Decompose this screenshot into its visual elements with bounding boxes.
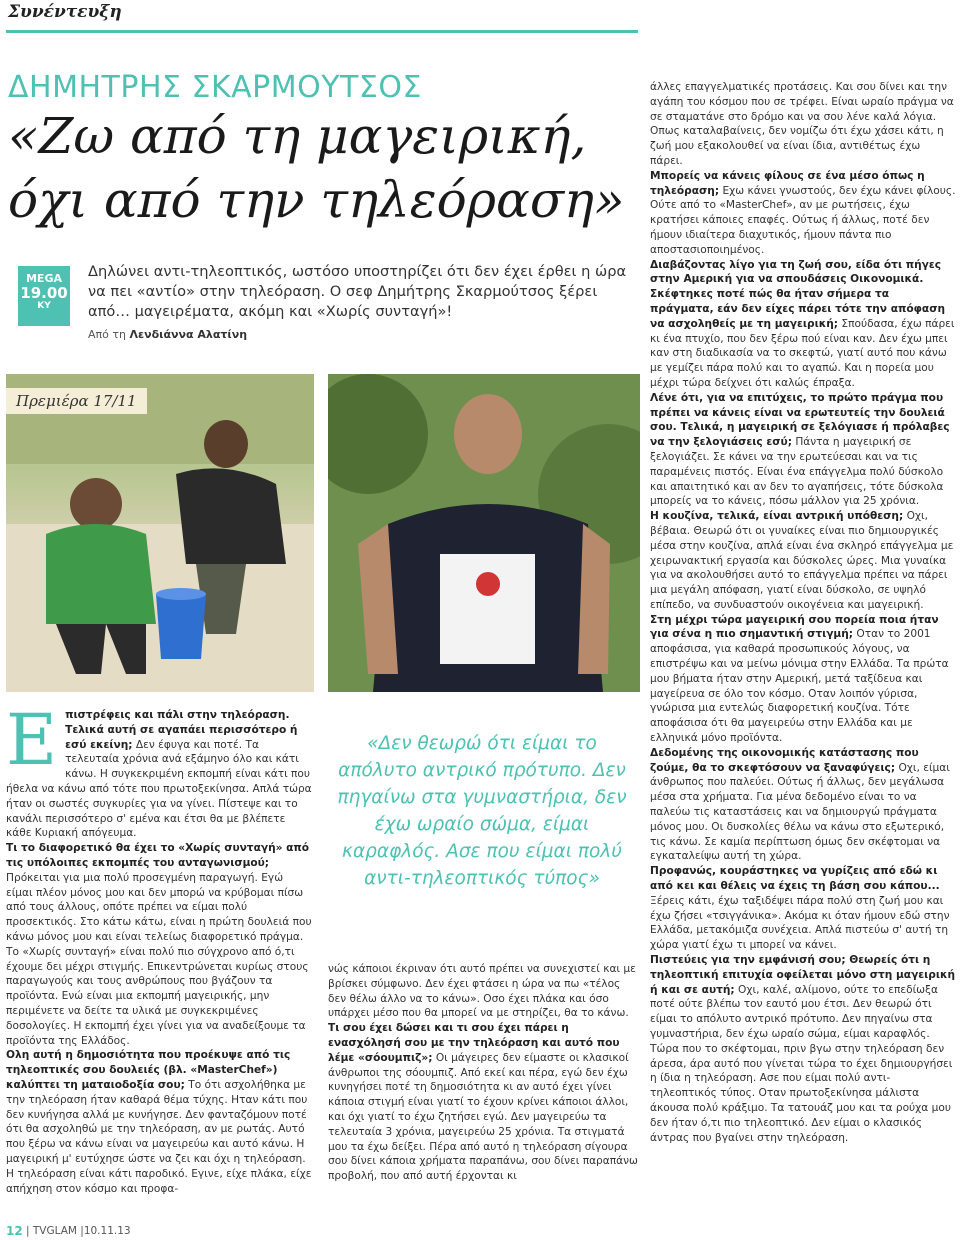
question: Τι σου έχει δώσει και τι σου έχει πάρει η ενασχόλησή σου με την τηλεόραση και αυτό που λέμε «σόουμπιζ»; [328, 1022, 620, 1064]
byline [88, 328, 247, 341]
question: Μπορείς να κάνεις φίλους σε ένα μέσο όπως η τηλεόραση; [650, 169, 925, 197]
headline-line-2: όχι από την τηλεόραση» [8, 171, 625, 229]
answer: Οχι, είμαι άνθρωπος που παλεύει. Ούτως ή άλλως, δεν μεγάλωσα μέσα στα χρήματα. Για μένα δεδομένο είναι το να παλεύω τις καταστάσεις και να δημιουργώ πράγματα μόνος μου. Οι δυσκολίες θέλω να κάνω στο εξωτερικό, τις κάνω. Σε καμία περίπτωση όμως δεν σκέφτομαι να εγκαταλείψω αυτή τη χώρα. [650, 761, 950, 863]
answer: Ξέρεις κάτι, έχω ταξιδέψει πάρα πολύ στη ζωή μου και έχω ζήσει «τσιγγάνικα». Ακόμα κι όταν ήμουν εδώ στην Ελλάδα, μετακόμιζα συνέχεια. Απλά πιστεύω σ' αυτή τη χώρα γιατί έχω τι μπορεί να κάνει. [650, 894, 950, 952]
answer: Πάντα η μαγειρική σε ξελογιάζει. Σε κάνει να την ερωτεύεσαι και να τις παραμένεις πιστός. Είναι ένα επάγγελμα πολύ δύσκολο και απαιτητικό και αν δεν το αγαπήσεις, τότε δύσκολα μπορείς να το κάνεις, πόσω μάλλον για 25 χρόνια. [650, 436, 944, 508]
answer: Πρόκειται για μια πολύ προσεγμένη παραγωγή. Εγώ είμαι πλέον μόνος μου και δεν μπορώ να κρύβομαι πίσω από τους άλλους, οπότε πρέπει να είμαι πολύ προσεκτικός. Στο κάτω κάτω, είναι η πρώτη δουλειά που κάνω μόνος μου και είναι τελείως διαφορετικό πράγμα. Το «Χωρίς συνταγή» είναι πολύ πιο σύγχρονο από ό,τι έχουμε δει μέχρι στιγμής. Επικεντρώνεται κυρίως στους παραγωγούς και τους ανθρώπους που βγάζουν τα προϊόντα. Ενώ είναι μια εκπομπή μαγειρικής, μην περιμένετε να δείτε τα υλικά με συγκεκριμένες δοσολογίες. Η εκπομπή έχει γίνει για να αναδείξουμε τα προϊόντα της Ελλάδος. [6, 871, 312, 1047]
photo-beach-cooking-illustration [6, 374, 314, 692]
question: Προφανώς, κουράστηκες να γυρίζεις από εδώ κι από κει και θέλεις να έχεις τη βάση σου κάπου... [650, 865, 940, 893]
byline-prefix: Από τη [88, 328, 130, 341]
question: Στη μέχρι τώρα μαγειρική σου πορεία ποια ήταν για σένα η πιο σημαντική στιγμή; [650, 613, 939, 641]
photo-chef-portrait [328, 374, 640, 692]
answer: Οι μάγειρες δεν είμαστε οι κλασικοί άνθρωποι της σόουμπιζ. Από εκεί και πέρα, εγώ δεν έχω κυνηγήσει ποτέ τη δημοσιότητα κι αν αυτό έχει γίνει κάποια στιγμή είναι γιατί το έχουν κρίνει κάποιοι άλλοι, και όχι γιατί το έχω ζητήσει εγώ. Δεν μαγειρεύω τα τελευταία 3 χρόνια, μαγειρεύω 25 χρόνια. Τα στιγματά μου τα έχω δείξει. Πέρα από αυτό η τηλεόραση σίγουρα σου δίνει κάποια χρήματα παραπάνω, σου δίνει παραπάνω προβολή, που από αυτή έρχονται κι [328, 1051, 638, 1183]
answer: άλλες επαγγελματικές προτάσεις. Και σου δίνει και την αγάπη του κόσμου που σε τρέφει. Είναι ωραίο πράγμα να σε σταματάνε στο δρόμο και να σου λένε καλά λόγια. Οπως καταλαβαίνεις, δεν νομίζω ότι έχω χάσει κάτι, η ζωή μου εξακολουθεί να είναι ίδια, αντιθέτως έχω πάρει. [650, 81, 954, 167]
badge-channel: MEGA [25, 272, 62, 285]
question: Διαβάζοντας λίγο για τη ζωή σου, είδα ότι πήγες στην Αμερική για να σπουδάσεις Οικονομικά. Σκέφτηκες ποτέ πώς θα ήταν σήμερα τα πράγματα, εάν δεν είχες πάρει τότε την απόφαση να ασχοληθείς με τη μαγειρική; [650, 258, 946, 330]
article-column-3 [650, 80, 956, 1145]
badge-day: ΚΥ [37, 301, 51, 311]
answer: νώς κάποιοι έκριναν ότι αυτό πρέπει να συνεχιστεί και με βρίσκει σύμφωνο. Δεν έχει φτάσει η ώρα να πω «τέλος δεν θέλω άλλο να το κάνω». Οσο έχει πλάκα και όσο υπάρχει μέσο που θα μπορεί να με στηρίζει, θα το κάνω. [328, 963, 636, 1020]
answer: Οχι, καλέ, αλίμονο, ούτε το επεδίωξα ποτέ ούτε βλέπω τον εαυτό μου έτσι. Δεν θεωρώ ότι είμαι το απόλυτο αντρικό πρότυπο. Δεν πηγαίνω στα γυμναστήρια, δεν έχω ωραίο σώμα, είμαι καραφλός. Τώρα που το σκέφτομαι, πριν βγω στην τηλεόραση δεν άρεσα, άρα αυτό που γίνεται τώρα το έχει δημιουργήσει η ίδια η τηλεόραση. Ασε που είμαι πολύ αντι-τηλεοπτικός τύπος. Οταν πρωτοξεκίνησα μάλιστα άκουσα πολύ κράξιμο. Τα τατουάζ μου και τα ρούχα μου δεν ήταν ό,τι πιο τηλεοπτικό. Δεν είμαι ο κλασικός άντρας που βγαίνει στην τηλεόραση. [650, 983, 953, 1144]
deck: Δηλώνει αντι-τηλεοπτικός, ωστόσο υποστηρίζει ότι δεν έχει έρθει η ώρα να πει «αντίο» στην τηλεόραση. Ο σεφ Δημήτρης Σκαρμούτσος ξέρει από… μαγειρέματα, ακόμη και «Χωρίς συνταγή»! [88, 263, 627, 320]
top-rule [6, 30, 638, 33]
headline [8, 104, 638, 232]
question: Λένε ότι, για να επιτύχεις, το πρώτο πράγμα που πρέπει να κάνεις είναι να ερωτευτείς την δουλειά σου. Τελικά, η μαγειρική σε ξελόγιασε ή πρόλαβες να την ξελογιάσεις εσύ; [650, 391, 950, 449]
answer: Οχι, βέβαια. Θεωρώ ότι οι γυναίκες είναι πιο δημιουργικές μέσα στην κουζίνα, απλά είναι ένα σκληρό επάγγελμα με χειρωνακτική εργασία και δύσκολες ώρες. Μια γυναίκα για να ακολουθήσει αυτό το επάγγελμα πρέπει να πάρει μια μεγάλη απόφαση, γιατί είναι δύσκολο, σε υψηλό επίπεδο, να συνδυαστούν οικογένεια και μαγειρική. [650, 510, 954, 611]
pull-quote: «Δεν θεωρώ ότι είμαι το απόλυτο αντρικό πρότυπο. Δεν πηγαίνω στα γυμναστήρια, δεν έχω ωραίο σώμα, είμαι καραφλός. Ασε που είμαι πολύ αντι-τηλεοπτικός τύπος» [337, 733, 627, 889]
answer: Σπούδασα, έχω πάρει κι ένα πτυχίο, που δεν ξέρω πού είναι καν. Δεν έχω μπει καν στη διαδικασία να το σκεφτώ, γιατί αυτό που κάνω με γεμίζει πάρα πολύ και το αγαπώ. Και η πορεία μου μέχρι τώρα δείχνει ότι καλώς έπραξα. [650, 317, 955, 389]
interviewee-name: ΔΗΜΗΤΡΗΣ ΣΚΑΡΜΟΥΤΣΟΣ [8, 70, 422, 105]
answer: Οταν το 2001 αποφάσισα, για καθαρά προσωπικούς λόγους, να επιστρέψω και να μείνω μόνιμα στην Ελλάδα. Τα πρώτα μου βήματα ήταν στην Αμερική, μετά ταξίδευα και μαγείρευα σε όλο τον κόσμο. Οταν λοιπόν γύρισα, γνώρισα μια εντελώς διαφορετική κουζίνα. Τότε αποφάσισα ότι θα μαγειρεύω στην Ελλάδα και με ελληνικά μόνο προϊόντα. [650, 628, 949, 745]
section-label: Συνέντευξη [8, 2, 122, 22]
dropcap: Ε [6, 699, 58, 781]
question: Η κουζίνα, τελικά, είναι αντρική υπόθεση; [650, 510, 904, 523]
question: Τι το διαφορετικό θα έχει το «Χωρίς συνταγή» από τις υπόλοιπες εκπομπές του ανταγωνισμού; [6, 842, 310, 869]
footer-publication: | TVGLAM |10.11.13 [26, 1225, 131, 1237]
question: Δεδομένης της οικονομικής κατάστασης που ζούμε, θα το σκεφτόσουν να ξαναφύγεις; [650, 746, 919, 774]
question: πιστρέφεις και πάλι στην τηλεόραση. Τελικά αυτή σε αγαπάει περισσότερο ή εσύ εκείνη; [65, 709, 298, 751]
answer: Το ότι ασχολήθηκα με την τηλεόραση ήταν καθαρά θέμα τύχης. Ηταν κάτι που δεν κυνήγησα αλλά με κυνήγησε. Δεν φανταζόμουν ποτέ ότι θα ασχοληθώ με την τηλεόραση, αν με ρωτάς. Αυτό που ξέρω να κάνω είναι να μαγειρεύω και αυτό κάνω. Η μαγειρική μ' ευτύχησε ώστε να ζει και όχι η τηλεόραση. Η τηλεόραση είναι κάτι παροδικό. Εγινε, είχε πλάκα, είχε απήχηση στον κόσμο και προφα- [6, 1078, 312, 1195]
page-number: 12 [6, 1224, 23, 1238]
headline-line-1: «Ζω από τη μαγειρική, [8, 107, 587, 165]
byline-author: Λενδιάννα Αλατίνη [129, 328, 248, 341]
premiere-label: Πρεμιέρα 17/11 [6, 388, 147, 414]
article-column-2 [328, 962, 640, 1184]
question: Πιστεύεις για την εμφάνισή σου; Θεωρείς ότι η τηλεοπτική επιτυχία οφείλεται μόνο στη μαγειρική ή και σε αυτή; [650, 954, 956, 996]
badge-time: 19.00 [20, 284, 68, 302]
article-column-1 [6, 699, 312, 1196]
question: Ολη αυτή η δημοσιότητα που προέκυψε από τις τηλεοπτικές σου δουλειές (βλ. «MasterChef») καλύπτει τη ματαιοδοξία σου; [6, 1049, 291, 1091]
photo-chef-portrait-illustration [328, 374, 640, 692]
photo-beach-cooking [6, 374, 314, 692]
broadcast-badge [18, 266, 70, 326]
answer: Εχω κάνει γνωστούς, δεν έχω κάνει φίλους. Ούτε από το «MasterChef», αν με ρωτήσεις, έχω κρατήσει κάποιες επαφές. Ούτως ή άλλως, ποτέ δεν ήμουν ιδιαίτερα διαχυτικός, ήμουν πάντα πιο αποστασιοποιημένος. [650, 184, 956, 256]
answer: Δεν έφυγα και ποτέ. Τα τελευταία χρόνια ανά εξάμηνο όλο και κάτι κάνω. Η συγκεκριμένη εκπομπή είναι κάτι που ήθελα να κάνω από τότε που πρωτοξεκίνησα. Απλά τώρα ήταν οι σωστές συγκυρίες για να γίνει. Πίστεψε και το κανάλι περισσότερο σ' εμένα και έτσι θα με βλέπετε κάθε Κυριακή απόγευμα. [6, 738, 312, 840]
